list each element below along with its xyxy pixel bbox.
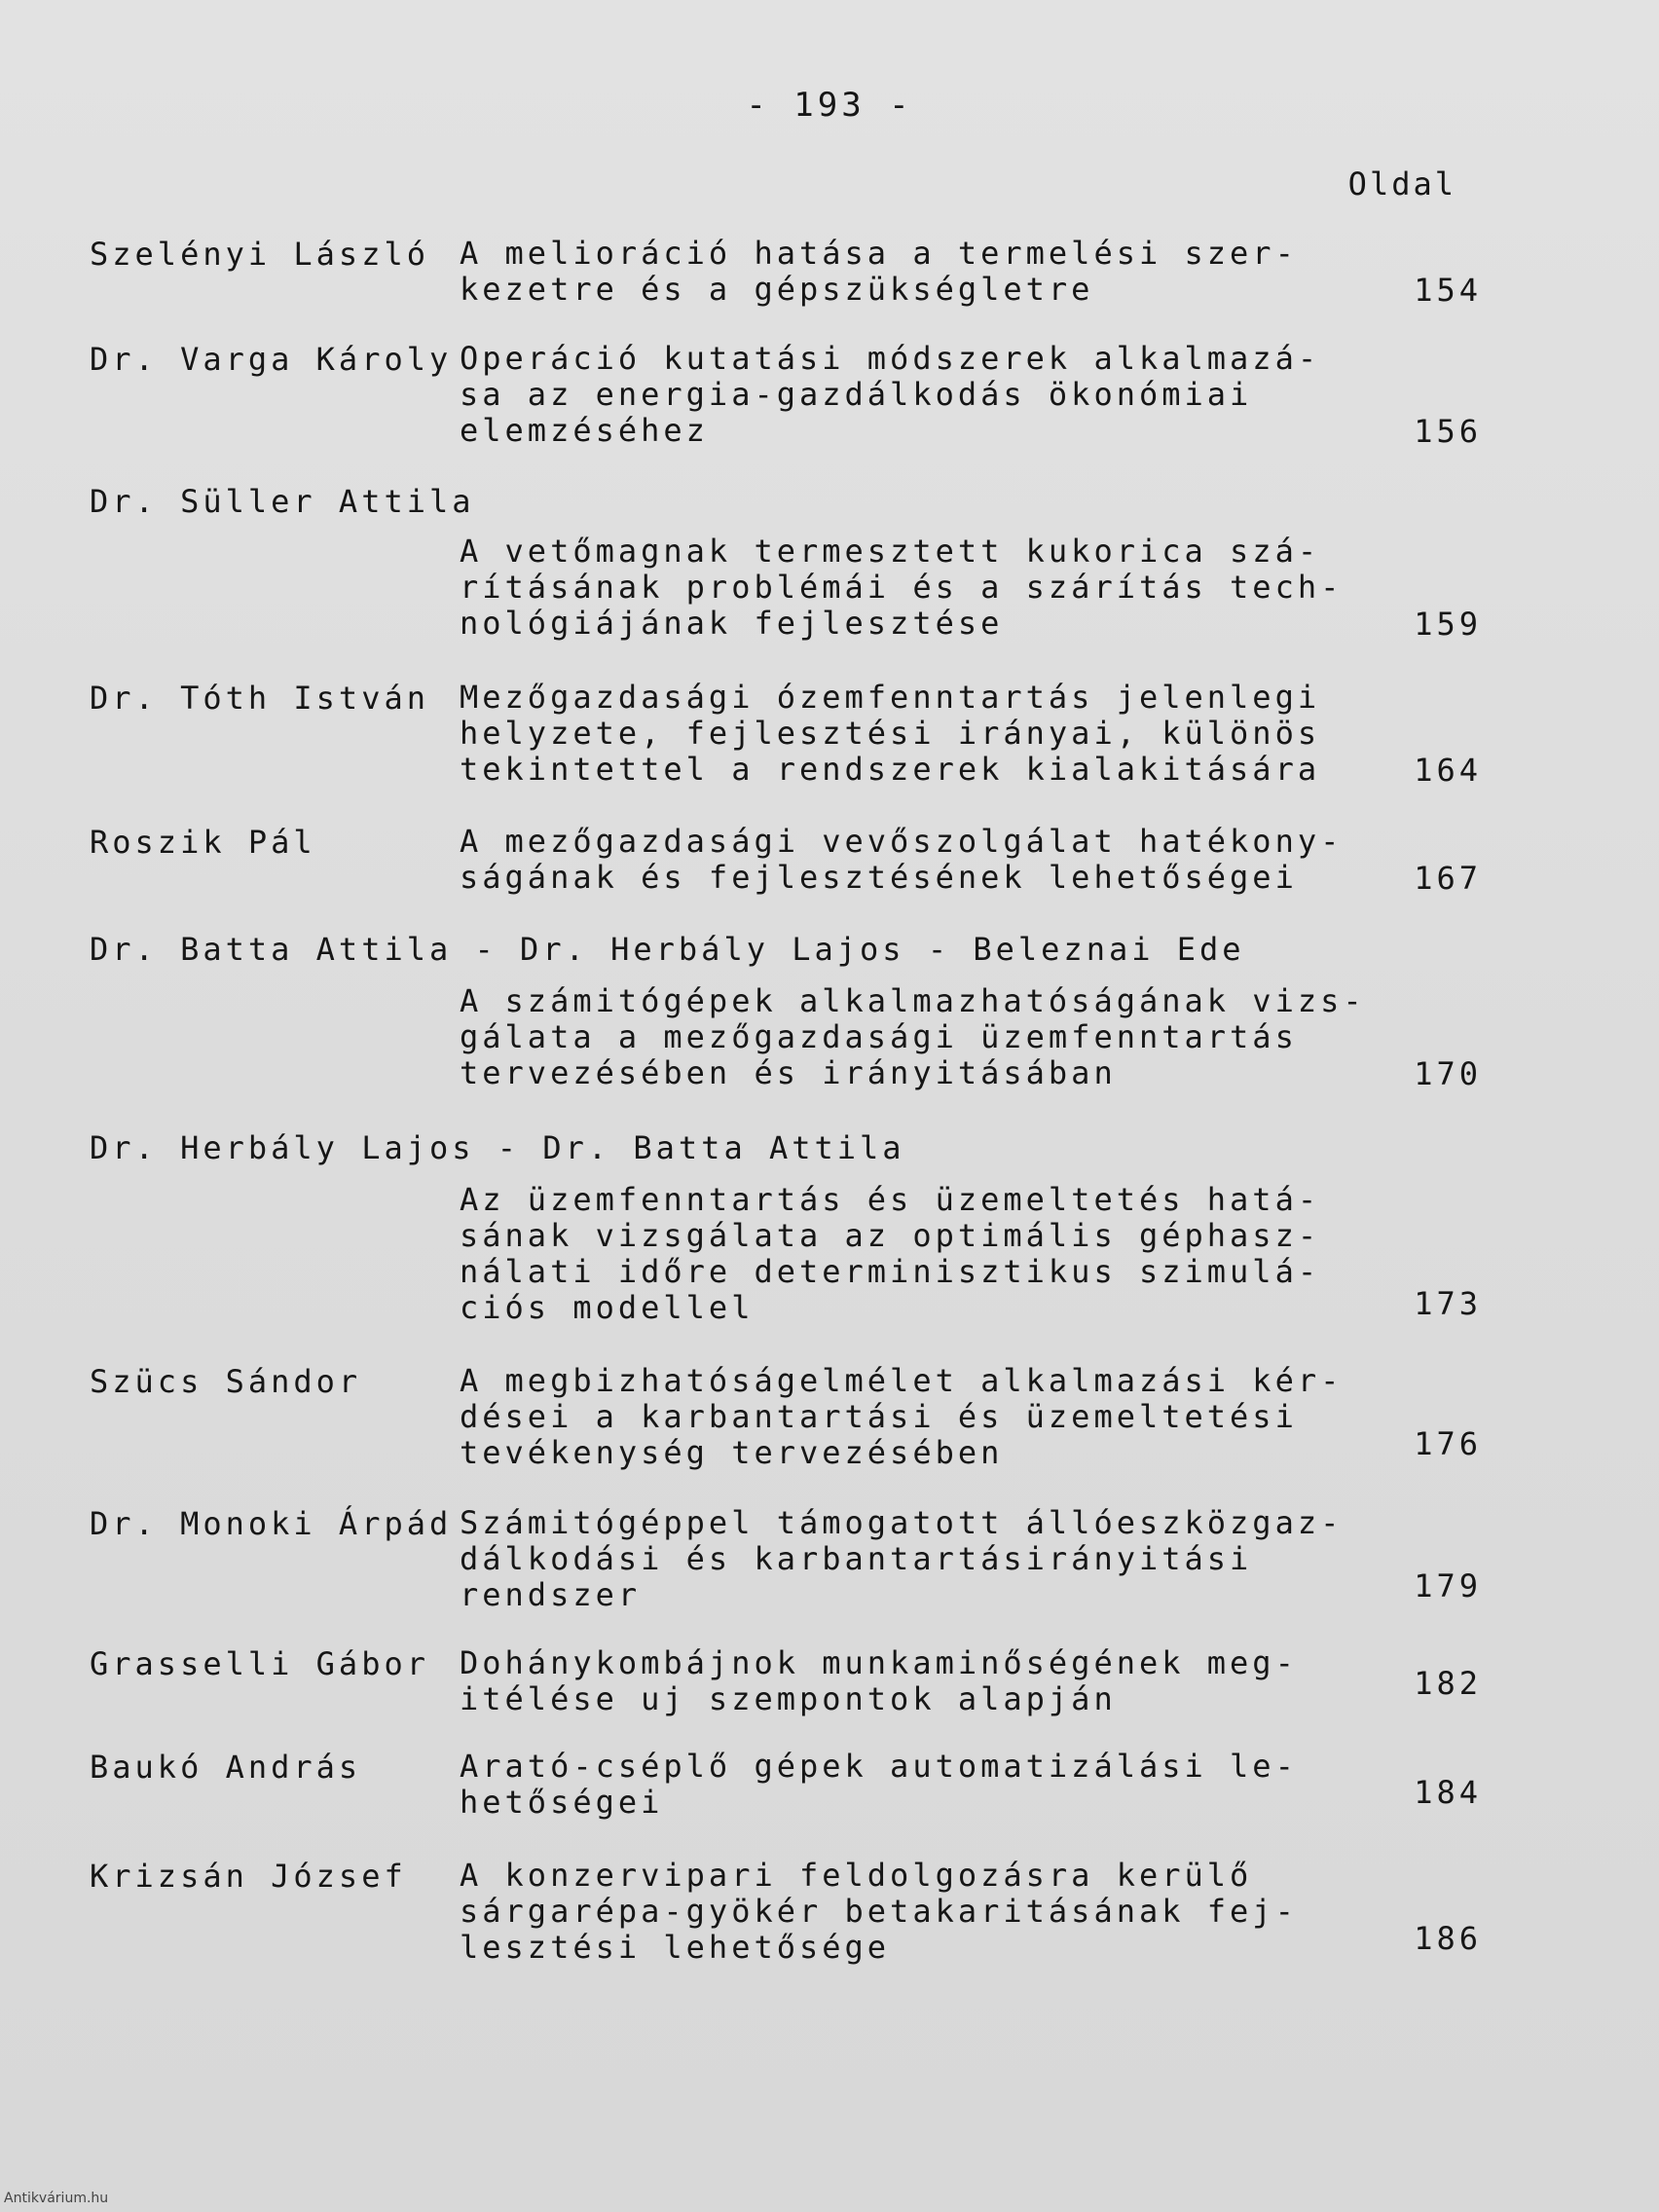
toc-title: Arató-cséplő gépek automatizálási le- hetőségei: [460, 1748, 1298, 1821]
toc-author: Krizsán József: [90, 1858, 407, 1895]
toc-page-number: 173: [1414, 1285, 1482, 1322]
toc-page-number: 176: [1414, 1425, 1482, 1462]
toc-entry: [90, 824, 1482, 902]
toc-entry: [90, 1645, 1482, 1723]
toc-page-number: 156: [1414, 413, 1482, 450]
toc-title: A vetőmagnak termesztett kukorica szá- rításának problémái és a szárítás tech- nológiájának fejlesztése: [460, 533, 1344, 642]
toc-author: Szelényi László: [90, 236, 429, 273]
toc-author: Grasselli Gábor: [90, 1645, 429, 1682]
toc-author: Dr. Herbály Lajos - Dr. Batta Attila: [90, 1129, 905, 1166]
toc-entry: [90, 341, 1482, 454]
toc-author: Dr. Varga Károly: [90, 341, 453, 378]
toc-title: A melioráció hatása a termelési szer- kezetre és a gépszükségletre: [460, 235, 1298, 308]
toc-entry: [90, 680, 1482, 793]
toc-title: A számitógépek alkalmazhatóságának vizs- gálata a mezőgazdasági üzemfenntartás tervezésében és irányitásában: [460, 982, 1366, 1091]
toc-page-number: 179: [1414, 1567, 1482, 1604]
toc-entry: [90, 1505, 1482, 1618]
toc-author: Dr. Batta Attila - Dr. Herbály Lajos - Beleznai Ede: [90, 931, 1245, 968]
page-number: - 193 -: [746, 86, 913, 125]
toc-page-number: 186: [1414, 1920, 1482, 1957]
toc-title: Mezőgazdasági ózemfenntartás jelenlegi helyzete, fejlesztési irányai, különös tekintettel a rendszerek kialakitására: [460, 679, 1321, 788]
toc-author: Dr. Monoki Árpád: [90, 1505, 453, 1542]
toc-title: Az üzemfenntartás és üzemeltetés hatá- sának vizsgálata az optimális géphasz- nálati időre determinisztikus szimulá- ciós modellel: [460, 1181, 1321, 1326]
toc-title: A mezőgazdasági vevőszolgálat hatékony- ságának és fejlesztésének lehetőségei: [460, 823, 1344, 896]
page-column-heading: Oldal: [1347, 166, 1456, 203]
toc-entry: [90, 236, 1482, 313]
toc-entry: [90, 483, 1482, 648]
toc-entry: [90, 931, 1482, 1096]
toc-author: Dr. Süller Attila: [90, 483, 475, 520]
toc-author: Baukó András: [90, 1749, 362, 1786]
toc-page-number: 184: [1414, 1774, 1482, 1811]
toc-page-number: 182: [1414, 1665, 1482, 1702]
toc-page-number: 159: [1414, 606, 1482, 643]
toc-entry: [90, 1858, 1482, 1971]
toc-page-number: 167: [1414, 860, 1482, 897]
toc-page-number: 164: [1414, 752, 1482, 789]
toc-title: A megbizhatóságelmélet alkalmazási kér- dései a karbantartási és üzemeltetési tevékenység tervezésében: [460, 1362, 1344, 1471]
toc-page-number: 154: [1414, 272, 1482, 309]
watermark: Antikvárium.hu: [4, 2191, 109, 2206]
toc-entry: [90, 1129, 1482, 1334]
toc-title: Dohánykombájnok munkaminőségének meg- itélése uj szempontok alapján: [460, 1644, 1298, 1717]
toc-author: Szücs Sándor: [90, 1363, 362, 1400]
toc-entry: [90, 1749, 1482, 1826]
toc-entry: [90, 1363, 1482, 1476]
toc-title: Számitógéppel támogatott állóeszközgaz- dálkodási és karbantartásirányitási rendszer: [460, 1504, 1344, 1613]
toc-author: Dr. Tóth István: [90, 680, 429, 717]
toc-page-number: 170: [1414, 1055, 1482, 1092]
toc-title: A konzervipari feldolgozásra kerülő sárgarépa-gyökér betakaritásának fej- lesztési lehetősége: [460, 1857, 1298, 1966]
toc-author: Roszik Pál: [90, 824, 316, 861]
toc-title: Operáció kutatási módszerek alkalmazá- sa az energia-gazdálkodás ökonómiai elemzéséhez: [460, 340, 1321, 449]
